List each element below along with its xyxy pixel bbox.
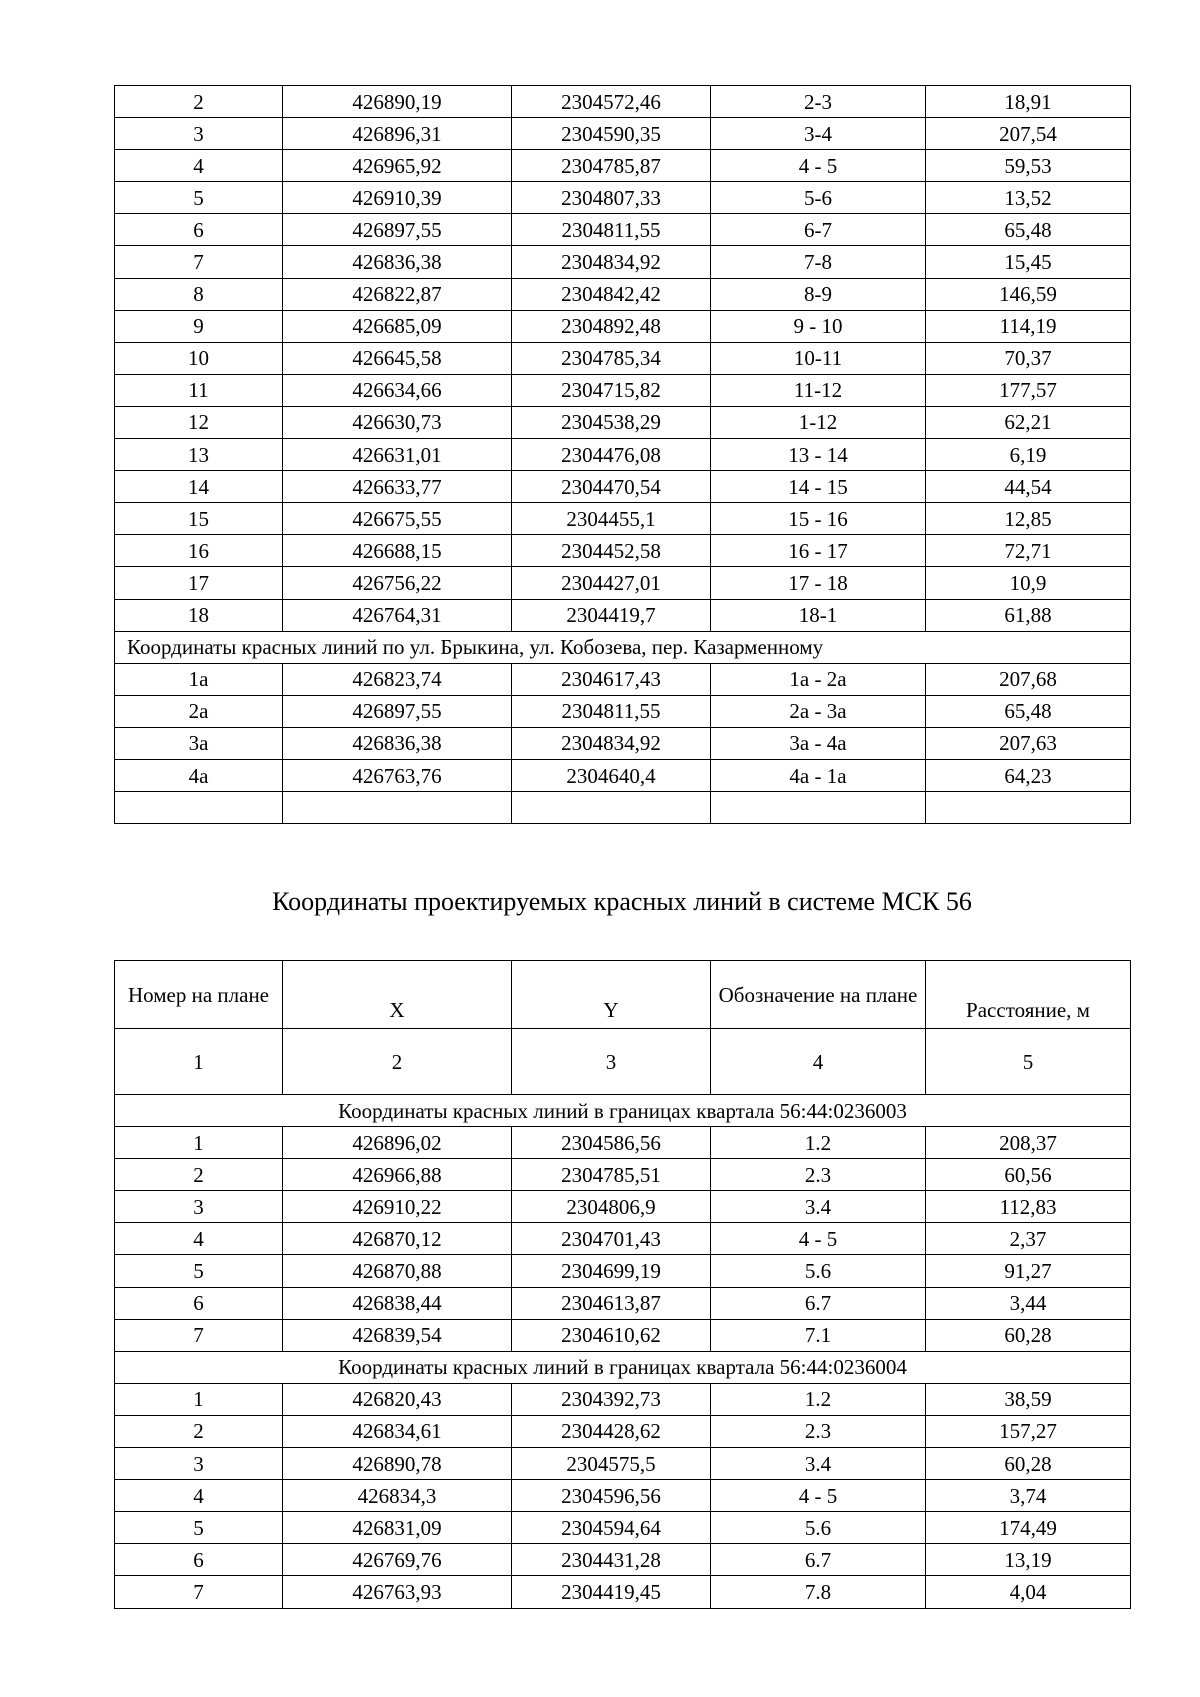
x-coordinate-cell: 426890,19 (283, 86, 512, 118)
table-row (115, 535, 1131, 567)
segment-cell: 16 - 17 (711, 535, 926, 567)
segment-cell: 14 - 15 (711, 471, 926, 503)
section-title: Координаты проектируемых красных линий в системе МСК 56 (272, 887, 972, 916)
table-row (115, 214, 1131, 246)
y-coordinate-cell: 2304596,56 (512, 1480, 711, 1512)
distance-cell: 208,37 (926, 1127, 1131, 1159)
table-row (115, 695, 1131, 727)
segment-cell: 15 - 16 (711, 503, 926, 535)
header-distance: Расстояние, м (926, 961, 1131, 1029)
point-number-cell: 10 (115, 342, 283, 374)
distance-cell: 65,48 (926, 214, 1131, 246)
header-designation: Обозначение на плане (711, 961, 926, 1029)
distance-cell: 114,19 (926, 310, 1131, 342)
distance-cell: 91,27 (926, 1255, 1131, 1287)
y-coordinate-cell: 2304892,48 (512, 310, 711, 342)
point-number-cell: 2а (115, 695, 283, 727)
y-coordinate-cell (512, 792, 711, 824)
point-number-cell: 8 (115, 278, 283, 310)
section-label: Координаты красных линий в границах квартала 56:44:0236004 (115, 1351, 1131, 1383)
x-coordinate-cell: 426645,58 (283, 342, 512, 374)
x-coordinate-cell: 426820,43 (283, 1383, 512, 1415)
x-coordinate-cell: 426870,12 (283, 1223, 512, 1255)
y-coordinate-cell: 2304715,82 (512, 374, 711, 406)
y-coordinate-cell: 2304455,1 (512, 503, 711, 535)
distance-cell: 60,28 (926, 1448, 1131, 1480)
distance-cell: 44,54 (926, 471, 1131, 503)
table-row (115, 1255, 1131, 1287)
point-number-cell: 17 (115, 567, 283, 599)
y-coordinate-cell: 2304811,55 (512, 214, 711, 246)
table-row (115, 1287, 1131, 1319)
x-coordinate-cell: 426823,74 (283, 663, 512, 695)
point-number-cell: 1 (115, 1383, 283, 1415)
y-coordinate-cell: 2304431,28 (512, 1544, 711, 1576)
point-number-cell: 5 (115, 1512, 283, 1544)
y-coordinate-cell: 2304807,33 (512, 182, 711, 214)
point-number-cell: 16 (115, 535, 283, 567)
y-coordinate-cell: 2304476,08 (512, 439, 711, 471)
point-number-cell: 15 (115, 503, 283, 535)
x-coordinate-cell: 426764,31 (283, 599, 512, 631)
distance-cell: 62,21 (926, 406, 1131, 438)
y-coordinate-cell: 2304613,87 (512, 1287, 711, 1319)
table-row (115, 727, 1131, 759)
table-row (115, 182, 1131, 214)
x-coordinate-cell: 426769,76 (283, 1544, 512, 1576)
segment-cell: 5-6 (711, 182, 926, 214)
distance-cell (926, 792, 1131, 824)
header-x: X (283, 961, 512, 1029)
table-row (115, 118, 1131, 150)
segment-cell: 3.4 (711, 1191, 926, 1223)
segment-cell: 3-4 (711, 118, 926, 150)
x-coordinate-cell: 426763,93 (283, 1576, 512, 1608)
table-row (115, 1191, 1131, 1223)
segment-cell: 10-11 (711, 342, 926, 374)
x-coordinate-cell: 426836,38 (283, 727, 512, 759)
x-coordinate-cell: 426834,61 (283, 1415, 512, 1447)
segment-cell: 7.8 (711, 1576, 926, 1608)
y-coordinate-cell: 2304470,54 (512, 471, 711, 503)
y-coordinate-cell: 2304785,34 (512, 342, 711, 374)
x-coordinate-cell: 426756,22 (283, 567, 512, 599)
distance-cell: 207,54 (926, 118, 1131, 150)
point-number-cell: 11 (115, 374, 283, 406)
table-row (115, 1480, 1131, 1512)
x-coordinate-cell: 426966,88 (283, 1159, 512, 1191)
distance-cell: 72,71 (926, 535, 1131, 567)
distance-cell: 60,56 (926, 1159, 1131, 1191)
y-coordinate-cell: 2304392,73 (512, 1383, 711, 1415)
col-number: 5 (926, 1029, 1131, 1095)
segment-cell: 11-12 (711, 374, 926, 406)
distance-cell: 18,91 (926, 86, 1131, 118)
x-coordinate-cell: 426965,92 (283, 150, 512, 182)
distance-cell: 13,19 (926, 1544, 1131, 1576)
point-number-cell: 1а (115, 663, 283, 695)
table-row (115, 310, 1131, 342)
x-coordinate-cell: 426834,3 (283, 1480, 512, 1512)
point-number-cell: 6 (115, 1287, 283, 1319)
distance-cell: 112,83 (926, 1191, 1131, 1223)
x-coordinate-cell: 426831,09 (283, 1512, 512, 1544)
segment-cell: 8-9 (711, 278, 926, 310)
table-row (115, 503, 1131, 535)
table-row (115, 86, 1131, 118)
column-number-row (115, 1029, 1131, 1095)
distance-cell: 146,59 (926, 278, 1131, 310)
point-number-cell: 4 (115, 150, 283, 182)
x-coordinate-cell: 426839,54 (283, 1319, 512, 1351)
table-row (115, 439, 1131, 471)
x-coordinate-cell (283, 792, 512, 824)
y-coordinate-cell: 2304785,51 (512, 1159, 711, 1191)
y-coordinate-cell: 2304701,43 (512, 1223, 711, 1255)
point-number-cell: 5 (115, 1255, 283, 1287)
point-number-cell: 3 (115, 1448, 283, 1480)
y-coordinate-cell: 2304586,56 (512, 1127, 711, 1159)
point-number-cell: 4 (115, 1480, 283, 1512)
point-number-cell: 2 (115, 1159, 283, 1191)
table-row (115, 406, 1131, 438)
distance-cell: 70,37 (926, 342, 1131, 374)
distance-cell: 174,49 (926, 1512, 1131, 1544)
point-number-cell: 1 (115, 1127, 283, 1159)
distance-cell: 15,45 (926, 246, 1131, 278)
x-coordinate-cell: 426688,15 (283, 535, 512, 567)
point-number-cell: 6 (115, 1544, 283, 1576)
y-coordinate-cell: 2304452,58 (512, 535, 711, 567)
y-coordinate-cell: 2304419,45 (512, 1576, 711, 1608)
point-number-cell: 6 (115, 214, 283, 246)
coordinates-table-2 (114, 960, 1131, 1609)
x-coordinate-cell: 426675,55 (283, 503, 512, 535)
table-row (115, 1383, 1131, 1415)
segment-cell: 4 - 5 (711, 1480, 926, 1512)
segment-cell: 1.2 (711, 1383, 926, 1415)
point-number-cell: 4 (115, 1223, 283, 1255)
point-number-cell: 5 (115, 182, 283, 214)
distance-cell: 177,57 (926, 374, 1131, 406)
point-number-cell: 18 (115, 599, 283, 631)
table-row (115, 342, 1131, 374)
y-coordinate-cell: 2304575,5 (512, 1448, 711, 1480)
x-coordinate-cell: 426897,55 (283, 695, 512, 727)
y-coordinate-cell: 2304640,4 (512, 759, 711, 791)
y-coordinate-cell: 2304594,64 (512, 1512, 711, 1544)
point-number-cell: 14 (115, 471, 283, 503)
segment-cell: 5.6 (711, 1255, 926, 1287)
point-number-cell (115, 792, 283, 824)
y-coordinate-cell: 2304572,46 (512, 86, 711, 118)
distance-cell: 13,52 (926, 182, 1131, 214)
table-row (115, 759, 1131, 791)
distance-cell: 65,48 (926, 695, 1131, 727)
segment-cell: 17 - 18 (711, 567, 926, 599)
y-coordinate-cell: 2304834,92 (512, 727, 711, 759)
table-row (115, 150, 1131, 182)
table-row (115, 1415, 1131, 1447)
header-row (115, 961, 1131, 1029)
table-row (115, 246, 1131, 278)
x-coordinate-cell: 426910,39 (283, 182, 512, 214)
col-number: 2 (283, 1029, 512, 1095)
header-plan-number: Номер на плане (115, 961, 283, 1029)
x-coordinate-cell: 426838,44 (283, 1287, 512, 1319)
point-number-cell: 9 (115, 310, 283, 342)
table-row (115, 278, 1131, 310)
x-coordinate-cell: 426685,09 (283, 310, 512, 342)
segment-cell: 1-12 (711, 406, 926, 438)
segment-cell: 6.7 (711, 1287, 926, 1319)
distance-cell: 10,9 (926, 567, 1131, 599)
segment-cell: 3а - 4а (711, 727, 926, 759)
distance-cell: 3,74 (926, 1480, 1131, 1512)
point-number-cell: 3 (115, 118, 283, 150)
y-coordinate-cell: 2304590,35 (512, 118, 711, 150)
y-coordinate-cell: 2304785,87 (512, 150, 711, 182)
col-number: 1 (115, 1029, 283, 1095)
segment-cell: 1а - 2а (711, 663, 926, 695)
col-number: 3 (512, 1029, 711, 1095)
table-row (115, 567, 1131, 599)
segment-cell: 2.3 (711, 1159, 926, 1191)
y-coordinate-cell: 2304419,7 (512, 599, 711, 631)
table-row (115, 1448, 1131, 1480)
section-row (115, 1351, 1131, 1383)
x-coordinate-cell: 426634,66 (283, 374, 512, 406)
section-label: Координаты красных линий в границах квартала 56:44:0236003 (115, 1095, 1131, 1127)
x-coordinate-cell: 426890,78 (283, 1448, 512, 1480)
segment-cell: 6-7 (711, 214, 926, 246)
table-row (115, 1576, 1131, 1608)
distance-cell: 12,85 (926, 503, 1131, 535)
segment-cell: 4а - 1а (711, 759, 926, 791)
point-number-cell: 7 (115, 1576, 283, 1608)
x-coordinate-cell: 426870,88 (283, 1255, 512, 1287)
table-row (115, 1544, 1131, 1576)
segment-cell: 9 - 10 (711, 310, 926, 342)
point-number-cell: 12 (115, 406, 283, 438)
distance-cell: 4,04 (926, 1576, 1131, 1608)
segment-cell: 13 - 14 (711, 439, 926, 471)
coordinates-table-1-body (115, 86, 1131, 824)
segment-cell: 2-3 (711, 86, 926, 118)
segment-cell: 4 - 5 (711, 1223, 926, 1255)
point-number-cell: 4а (115, 759, 283, 791)
distance-cell: 60,28 (926, 1319, 1131, 1351)
y-coordinate-cell: 2304427,01 (512, 567, 711, 599)
coordinates-table-2-header (115, 961, 1131, 1095)
distance-cell: 207,63 (926, 727, 1131, 759)
point-number-cell: 2 (115, 86, 283, 118)
section-row (115, 631, 1131, 663)
table-row (115, 1127, 1131, 1159)
y-coordinate-cell: 2304811,55 (512, 695, 711, 727)
y-coordinate-cell: 2304699,19 (512, 1255, 711, 1287)
segment-cell: 2.3 (711, 1415, 926, 1447)
distance-cell: 157,27 (926, 1415, 1131, 1447)
y-coordinate-cell: 2304538,29 (512, 406, 711, 438)
segment-cell: 2а - 3а (711, 695, 926, 727)
segment-cell: 4 - 5 (711, 150, 926, 182)
coordinates-table-1 (114, 85, 1131, 824)
x-coordinate-cell: 426822,87 (283, 278, 512, 310)
point-number-cell: 3 (115, 1191, 283, 1223)
distance-cell: 38,59 (926, 1383, 1131, 1415)
x-coordinate-cell: 426836,38 (283, 246, 512, 278)
table-row (115, 1223, 1131, 1255)
table-row (115, 1159, 1131, 1191)
point-number-cell: 7 (115, 1319, 283, 1351)
section-row (115, 1095, 1131, 1127)
table-row (115, 663, 1131, 695)
table-row (115, 599, 1131, 631)
segment-cell: 5.6 (711, 1512, 926, 1544)
distance-cell: 3,44 (926, 1287, 1131, 1319)
segment-cell: 1.2 (711, 1127, 926, 1159)
y-coordinate-cell: 2304834,92 (512, 246, 711, 278)
distance-cell: 59,53 (926, 150, 1131, 182)
y-coordinate-cell: 2304610,62 (512, 1319, 711, 1351)
header-y: Y (512, 961, 711, 1029)
coordinates-table-2-body (115, 1095, 1131, 1609)
segment-cell: 6.7 (711, 1544, 926, 1576)
segment-cell: 7.1 (711, 1319, 926, 1351)
distance-cell: 61,88 (926, 599, 1131, 631)
distance-cell: 6,19 (926, 439, 1131, 471)
table-row (115, 471, 1131, 503)
x-coordinate-cell: 426910,22 (283, 1191, 512, 1223)
point-number-cell: 2 (115, 1415, 283, 1447)
distance-cell: 64,23 (926, 759, 1131, 791)
y-coordinate-cell: 2304842,42 (512, 278, 711, 310)
table-row (115, 1512, 1131, 1544)
distance-cell: 207,68 (926, 663, 1131, 695)
col-number: 4 (711, 1029, 926, 1095)
x-coordinate-cell: 426896,31 (283, 118, 512, 150)
x-coordinate-cell: 426633,77 (283, 471, 512, 503)
x-coordinate-cell: 426763,76 (283, 759, 512, 791)
point-number-cell: 3а (115, 727, 283, 759)
segment-cell: 3.4 (711, 1448, 926, 1480)
segment-cell: 18-1 (711, 599, 926, 631)
x-coordinate-cell: 426897,55 (283, 214, 512, 246)
x-coordinate-cell: 426896,02 (283, 1127, 512, 1159)
point-number-cell: 13 (115, 439, 283, 471)
table-row (115, 374, 1131, 406)
segment-cell (711, 792, 926, 824)
empty-row (115, 792, 1131, 824)
section-label: Координаты красных линий по ул. Брыкина, ул. Кобозева, пер. Казарменному (115, 631, 1131, 663)
y-coordinate-cell: 2304428,62 (512, 1415, 711, 1447)
point-number-cell: 7 (115, 246, 283, 278)
distance-cell: 2,37 (926, 1223, 1131, 1255)
segment-cell: 7-8 (711, 246, 926, 278)
y-coordinate-cell: 2304617,43 (512, 663, 711, 695)
table-row (115, 1319, 1131, 1351)
y-coordinate-cell: 2304806,9 (512, 1191, 711, 1223)
x-coordinate-cell: 426630,73 (283, 406, 512, 438)
x-coordinate-cell: 426631,01 (283, 439, 512, 471)
